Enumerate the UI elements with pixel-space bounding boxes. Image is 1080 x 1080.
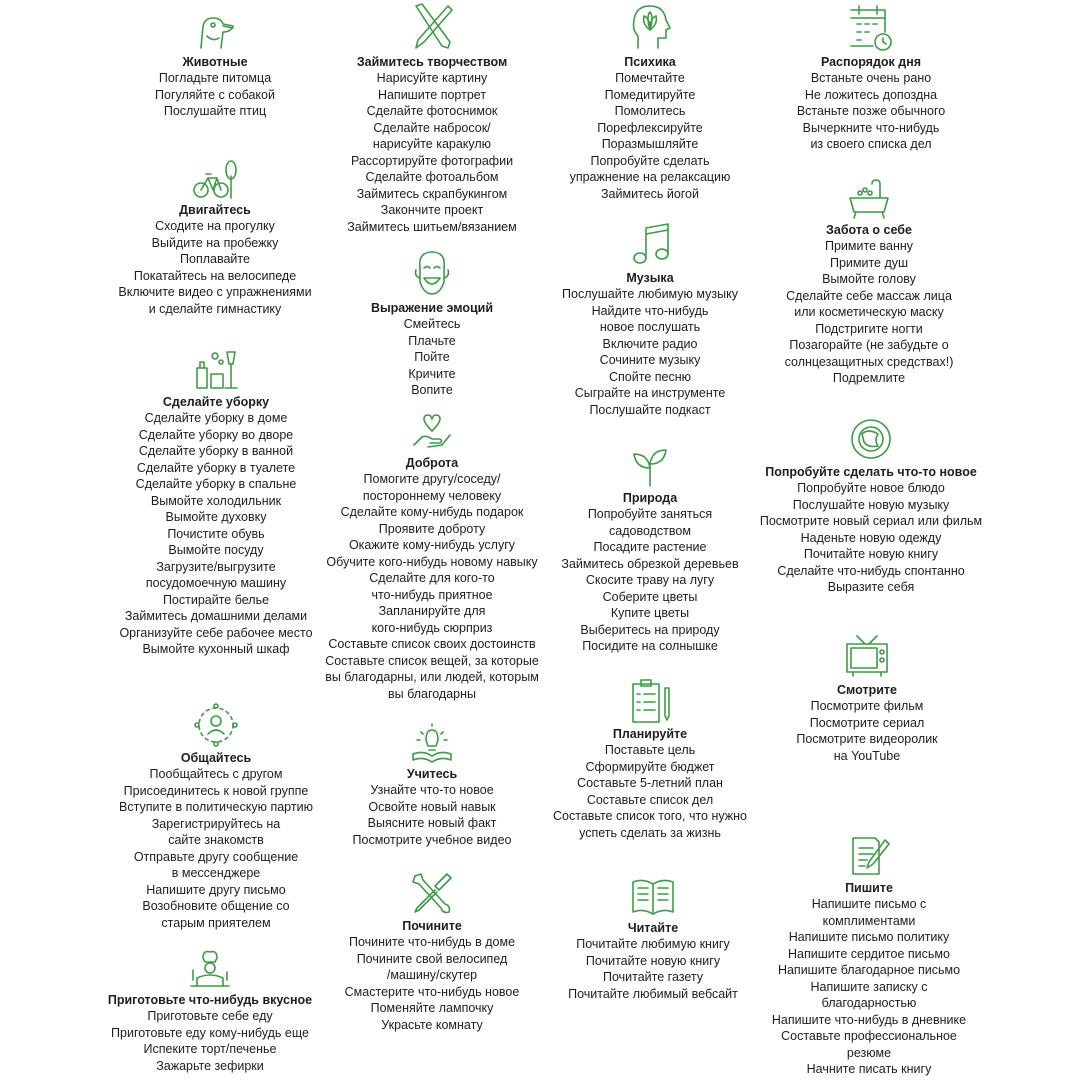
activity-item: Зажарьте зефирки (156, 1058, 264, 1073)
category-kindness (307, 413, 557, 702)
activity-item: Сделайте уборку в доме (144, 411, 288, 425)
activity-item: Поменяйте лампочку (370, 1001, 494, 1015)
activity-list (307, 782, 557, 848)
activity-item: Попробуйте новое блюдо (797, 481, 945, 495)
activity-item: Примите душ (829, 255, 909, 270)
activity-item: Вымойте кухонный шкаф (142, 642, 290, 656)
activity-item: Вычеркните что-нибудь (802, 120, 940, 135)
activity-item: Выберитесь на природу (580, 622, 720, 637)
activity-item: Составьте профессиональное (781, 1029, 957, 1043)
sprout-icon (525, 446, 775, 488)
activity-item: Напишите письмо политику (788, 930, 950, 944)
activity-item: Сделайте кому-нибудь подарок (340, 505, 524, 519)
activity-item: Украсьте комнату (381, 1017, 483, 1032)
activity-item: Подремлите (832, 371, 906, 385)
activity-item: Вымойте холодильник (150, 493, 282, 508)
activity-item: Пообщайтесь с другом (149, 767, 283, 781)
activity-item: Загрузите/выгрузите (156, 559, 276, 574)
activity-item: или косметическую маску (794, 305, 944, 319)
activity-item: Посмотрите фильм (810, 699, 924, 713)
activity-item: Напишите записку с (810, 979, 928, 994)
activity-item: Сделайте уборку в спальне (135, 477, 297, 491)
category-nature (525, 446, 775, 655)
activity-list (746, 480, 996, 596)
category-title: Попробуйте сделать что-то новое (765, 465, 977, 479)
activity-list (742, 698, 992, 764)
category-watch (742, 632, 992, 764)
activity-item: из своего списка дел (810, 137, 932, 151)
activity-item: Почитайте любимый вебсайт (568, 986, 738, 1001)
activity-item: Вопите (411, 383, 453, 397)
activity-item: Приготовьте себе еду (147, 1009, 273, 1023)
activity-item: Послушайте любимую музыку (562, 287, 738, 301)
activity-item: и сделайте гимнастику (148, 301, 282, 316)
activity-item: вы благодарны, или людей, которым (325, 670, 539, 684)
category-animals (90, 12, 340, 120)
activity-item: кого-нибудь сюрприз (371, 620, 493, 635)
activity-list (91, 410, 341, 658)
activity-item: /машину/скутер (386, 968, 478, 982)
category-title: Животные (182, 55, 248, 69)
activity-item: Встаньте очень рано (810, 71, 932, 85)
activity-item: Порефлексируйте (597, 120, 703, 135)
activity-item: Сделайте себе массаж лица (786, 288, 952, 303)
activity-item: Кричите (408, 366, 456, 381)
activity-item: Посидите на солнышке (582, 639, 718, 653)
activity-list (744, 238, 994, 387)
category-title: Смотрите (837, 683, 897, 697)
category-psyche (525, 2, 775, 202)
activity-item: Напишите благодарное письмо (777, 963, 961, 977)
activity-item: Подстригите ногти (815, 321, 923, 336)
activity-item: Сделайте фотоснимок (366, 104, 498, 118)
activity-item: Смастерите что-нибудь новое (344, 984, 520, 999)
activity-item: Поставьте цель (604, 743, 696, 757)
activity-item: постороннему человеку (362, 488, 502, 503)
category-title: Приготовьте что-нибудь вкусное (107, 993, 313, 1007)
activity-list (307, 316, 557, 399)
activity-item: Выйдите на пробежку (151, 235, 279, 250)
category-title: Общайтесь (180, 751, 252, 765)
activity-list (307, 70, 557, 235)
chef-icon (85, 948, 335, 990)
activity-item: Обучите кого-нибудь новому навыку (326, 554, 538, 569)
activity-item: Выясните новый факт (367, 816, 497, 830)
activity-item: Составьте список дел (586, 792, 714, 807)
activity-item: Сделайте уборку во дворе (138, 427, 294, 442)
activity-list (525, 506, 775, 655)
activity-item: Послушайте новую музыку (792, 497, 950, 512)
activity-item: Скосите траву на лугу (585, 573, 715, 587)
category-title: Забота о себе (826, 223, 912, 237)
activity-item: Наденьте новую одежду (800, 530, 942, 545)
activity-list (525, 286, 775, 418)
category-move (90, 158, 340, 317)
lightbulb-book-icon (307, 722, 557, 764)
category-plan (525, 678, 775, 841)
bicycle-tree-icon (90, 158, 340, 200)
activity-item: Займитесь йогой (601, 186, 699, 201)
category-creative (307, 2, 557, 235)
category-write (744, 830, 994, 1078)
activity-item: Почистите обувь (167, 526, 265, 541)
activity-item: Помолитесь (614, 104, 686, 118)
activity-item: Окажите кому-нибудь услугу (348, 538, 516, 552)
activity-list (90, 70, 340, 120)
activity-item: Сделайте что-нибудь спонтанно (777, 563, 965, 578)
category-emotions (307, 248, 557, 399)
activity-item: Поплавайте (180, 252, 250, 266)
activity-item: Позагорайте (не забудьте о (789, 338, 949, 352)
document-pen-icon (744, 830, 994, 878)
activity-item: резюме (846, 1045, 892, 1060)
activity-item: Узнайте что-то новое (370, 783, 494, 797)
category-repair (307, 870, 557, 1033)
activity-item: Посмотрите учебное видео (352, 832, 512, 847)
activity-item: вы благодарны (388, 686, 476, 701)
activity-item: Организуйте себе рабочее место (119, 625, 313, 640)
activity-item: Попробуйте сделать (590, 153, 710, 168)
activity-list (85, 1008, 335, 1074)
activity-item: Вымойте голову (822, 272, 916, 286)
activity-item: Поразмышляйте (601, 137, 699, 151)
activity-item: Напишите письмо с (811, 897, 927, 911)
activity-list (744, 896, 994, 1078)
activity-item: Вступите в политическую партию (119, 800, 313, 814)
category-title: Природа (622, 491, 678, 505)
activity-list (90, 218, 340, 317)
activity-item: Присоединитесь к новой группе (123, 783, 309, 798)
activity-item: Возобновите общение со (142, 899, 290, 913)
activity-item: Нарисуйте картину (376, 71, 488, 85)
category-new (746, 416, 996, 596)
activity-item: Не ложитесь допоздна (804, 87, 938, 102)
activity-item: Включите радио (602, 336, 698, 351)
pencil-brush-icon (307, 2, 557, 52)
activity-list (307, 471, 557, 702)
activity-item: Посмотрите сериал (809, 715, 925, 730)
activity-item: Сделайте фотоальбом (365, 170, 499, 184)
wrench-screwdriver-icon (307, 870, 557, 916)
activity-item: Посмотрите новый сериал или фильм (759, 514, 983, 528)
activity-item: Постирайте белье (162, 592, 270, 607)
activity-item: Купите цветы (610, 606, 690, 620)
activity-item: Напишите что-нибудь в дневнике (771, 1012, 967, 1027)
activity-item: Сходите на прогулку (155, 219, 275, 233)
clipboard-pencil-icon (525, 678, 775, 724)
category-title: Сделайте уборку (162, 395, 270, 409)
activity-item: Сделайте набросок/ (373, 120, 491, 135)
activity-item: Напишите сердитое письмо (788, 946, 950, 961)
activity-item: Выразите себя (827, 580, 915, 594)
activity-item: Смейтесь (403, 317, 461, 331)
activity-item: садоводством (609, 523, 691, 538)
activity-item: Соберите цветы (602, 589, 698, 604)
category-routine (746, 2, 996, 153)
category-title: Читайте (627, 921, 679, 935)
activity-item: Напишите портрет (377, 87, 487, 102)
category-title: Двигайтесь (179, 203, 251, 217)
activity-item: Закончите проект (380, 203, 484, 217)
category-title: Психика (624, 55, 676, 69)
activity-item: Займитесь шитьем/вязанием (347, 219, 517, 234)
activity-item: в мессенджере (171, 866, 261, 880)
activity-item: Сыграйте на инструменте (574, 386, 726, 400)
category-title: Пишите (845, 881, 893, 895)
activity-item: Погуляйте с собакой (155, 87, 275, 102)
category-cook (85, 948, 335, 1074)
activity-item: Займитесь обрезкой деревьев (561, 556, 739, 571)
category-title: Выражение эмоций (370, 301, 494, 315)
activity-item: Напишите другу письмо (146, 882, 286, 897)
activity-item: благодарностью (821, 996, 917, 1010)
activity-item: Испеките торт/печенье (143, 1042, 277, 1056)
activity-item: Почините свой велосипед (356, 951, 508, 966)
category-title: Доброта (405, 456, 459, 470)
category-title: Почините (402, 919, 462, 933)
category-title: Учитесь (406, 767, 458, 781)
activity-item: Почитайте новую книгу (585, 953, 721, 968)
activity-list (746, 70, 996, 153)
people-network-icon (91, 702, 341, 748)
activity-item: Плачьте (408, 333, 456, 348)
toucan-icon (90, 12, 340, 52)
activity-item: Найдите что-нибудь (591, 303, 709, 318)
activity-item: Составьте 5-летний план (577, 776, 723, 790)
activity-item: упражнение на релаксацию (569, 170, 731, 184)
activity-item: сайте знакомств (168, 833, 264, 847)
activity-item: Спойте песню (609, 369, 691, 384)
activity-item: Помечтайте (615, 71, 685, 85)
activity-item: Составьте список своих достоинств (328, 637, 536, 651)
tv-icon (742, 632, 992, 680)
activity-item: Составьте список того, что нужно (553, 809, 747, 823)
activity-item: Вымойте посуду (168, 543, 264, 557)
category-clean (91, 346, 341, 658)
activity-item: Почитайте газету (602, 970, 704, 984)
activity-item: успеть сделать за жизнь (579, 825, 721, 840)
heart-in-hand-icon (307, 413, 557, 453)
activity-item: Запланируйте для (378, 604, 486, 618)
activity-item: Составьте список вещей, за которые (325, 653, 539, 668)
activity-item: новое послушать (599, 320, 701, 334)
bathtub-icon (744, 178, 994, 220)
plate-food-icon (746, 416, 996, 462)
activity-item: Почитайте новую книгу (803, 547, 939, 561)
activity-item: что-нибудь приятное (371, 587, 493, 602)
activity-list (525, 70, 775, 202)
category-selfcare (744, 178, 994, 387)
category-learn (307, 722, 557, 848)
activity-item: Сделайте для кого-то (369, 571, 495, 585)
category-title: Займитесь творчеством (356, 55, 508, 69)
activity-item: Посмотрите видеоролик (796, 732, 938, 746)
activity-list (525, 742, 775, 841)
laughing-face-icon (307, 248, 557, 298)
category-music (525, 220, 775, 418)
activity-item: старым приятелем (161, 915, 271, 930)
calendar-clock-icon (746, 2, 996, 52)
activity-item: Помогите другу/соседу/ (363, 472, 501, 486)
activity-item: Послушайте птиц (163, 104, 267, 118)
activity-item: Почитайте любимую книгу (576, 937, 730, 951)
activity-item: Освойте новый навык (368, 799, 496, 814)
activity-item: Покатайтесь на велосипеде (133, 268, 297, 283)
open-book-icon (528, 874, 778, 918)
activity-item: солнцезащитных средствах!) (784, 354, 954, 369)
activity-item: Пойте (414, 350, 450, 364)
activity-item: Вымойте духовку (165, 510, 267, 524)
category-title: Распорядок дня (820, 55, 922, 69)
activity-item: на YouTube (833, 748, 901, 763)
activity-list (307, 934, 557, 1033)
activity-item: Примите ванну (824, 239, 913, 253)
activity-item: нарисуйте каракулю (372, 137, 492, 151)
activity-item: Займитесь скрапбукингом (356, 186, 508, 201)
activity-item: Включите видео с упражнениями (118, 285, 312, 299)
category-socialize (91, 702, 341, 931)
activity-item: Погладьте питомца (158, 71, 272, 85)
category-title: Музыка (626, 271, 674, 285)
activity-item: Встаньте позже обычного (796, 104, 946, 118)
cleaning-supplies-icon (91, 346, 341, 392)
activity-item: Сформируйте бюджет (585, 759, 715, 774)
activity-list (91, 766, 341, 931)
activity-item: Почините что-нибудь в доме (348, 935, 516, 949)
activity-item: Посадите растение (593, 540, 707, 554)
activity-item: посудомоечную машину (145, 576, 287, 590)
category-title: Планируйте (612, 727, 688, 741)
activity-item: Рассортируйте фотографии (350, 153, 514, 168)
activity-item: Помедитируйте (604, 87, 696, 102)
activity-item: Попробуйте заняться (587, 507, 713, 521)
activity-item: Отправьте другу сообщение (133, 849, 299, 864)
category-read (528, 874, 778, 1002)
head-lotus-icon (525, 2, 775, 52)
activity-item: Приготовьте еду кому-нибудь еще (111, 1025, 309, 1040)
activity-item: Сочините музыку (599, 353, 701, 367)
activity-item: комплиментами (822, 913, 916, 928)
music-note-icon (525, 220, 775, 268)
activity-item: Сделайте уборку в ванной (138, 444, 294, 458)
activity-item: Займитесь домашними делами (124, 609, 308, 623)
activity-item: Начните писать книгу (806, 1062, 932, 1076)
activity-item: Проявите доброту (378, 521, 486, 536)
activity-item: Сделайте уборку в туалете (136, 460, 296, 475)
activity-item: Зарегистрируйтесь на (151, 816, 281, 831)
activity-list (528, 936, 778, 1002)
activity-item: Послушайте подкаст (589, 402, 711, 417)
